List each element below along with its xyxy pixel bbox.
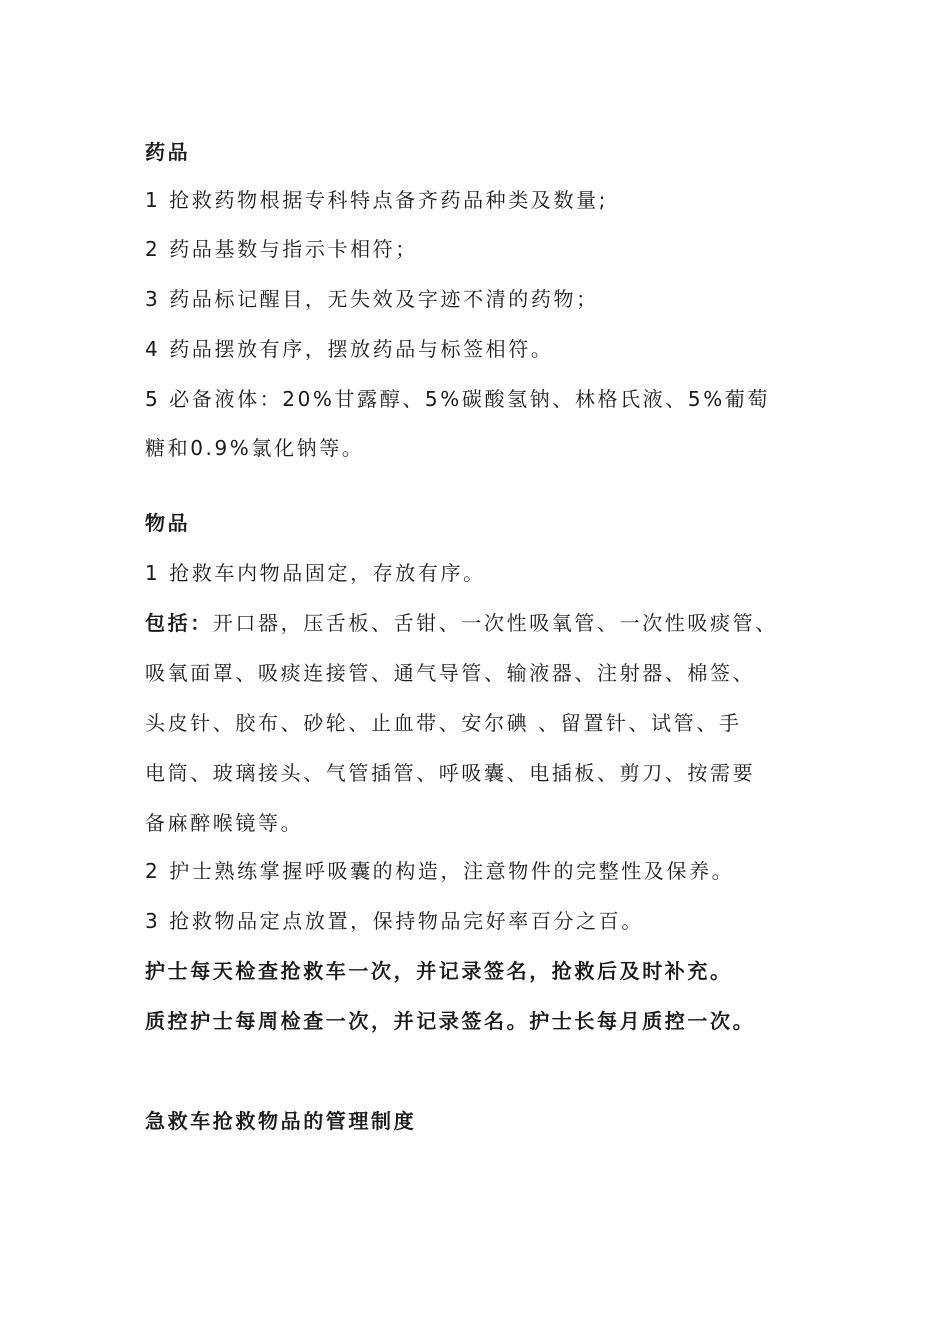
- supply-item-3: 3 抢救物品定点放置，保持物品完好率百分之百。: [145, 909, 644, 933]
- medicine-item-1: 1 抢救药物根据专科特点备齐药品种类及数量;: [145, 188, 609, 212]
- medicine-item-3: 3 药品标记醒目，无失效及字迹不清的药物；: [145, 287, 599, 311]
- medicine-item-5-line-1: 5 必备液体：20%甘露醇、5%碳酸氢钠、林格氏液、5%葡萄: [145, 387, 770, 411]
- medicine-item-2: 2 药品基数与指示卡相符；: [145, 237, 418, 261]
- supply-include-line-3: 头皮针、胶布、砂轮、止血带、安尔碘 、留置针、试管、手: [145, 711, 742, 735]
- supply-item-2: 2 护士熟练掌握呼吸囊的构造，注意物件的完整性及保养。: [145, 859, 735, 883]
- section-title-medicines: 药品: [145, 140, 191, 164]
- rule-daily-check: 护士每天检查抢救车一次，并记录签名，抢救后及时补充。: [145, 959, 733, 983]
- supply-include-line-2: 吸氧面罩、吸痰连接管、通气导管、输液器、注射器、棉签、: [145, 661, 756, 685]
- rule-weekly-check: 质控护士每周检查一次，并记录签名。护士长每月质控一次。: [145, 1009, 756, 1033]
- section-title-supplies: 物品: [145, 511, 191, 535]
- medicine-item-5-line-2: 糖和0.9%氯化钠等。: [145, 436, 365, 460]
- supply-include-line-5: 备麻醉喉镜等。: [145, 811, 304, 835]
- supply-include-line-1: [145, 609, 825, 637]
- supply-item-1: 1 抢救车内物品固定，存放有序。: [145, 561, 486, 585]
- section-title-management: 急救车抢救物品的管理制度: [145, 1109, 417, 1133]
- supply-include-label: 包括：: [145, 611, 213, 635]
- supply-include-text-1: 开口器，压舌板、舌钳、一次性吸氧管、一次性吸痰管、: [212, 611, 778, 635]
- supply-include-line-4: 电筒、玻璃接头、气管插管、呼吸囊、电插板、剪刀、按需要: [145, 761, 756, 785]
- medicine-item-4: 4 药品摆放有序，摆放药品与标签相符。: [145, 337, 554, 361]
